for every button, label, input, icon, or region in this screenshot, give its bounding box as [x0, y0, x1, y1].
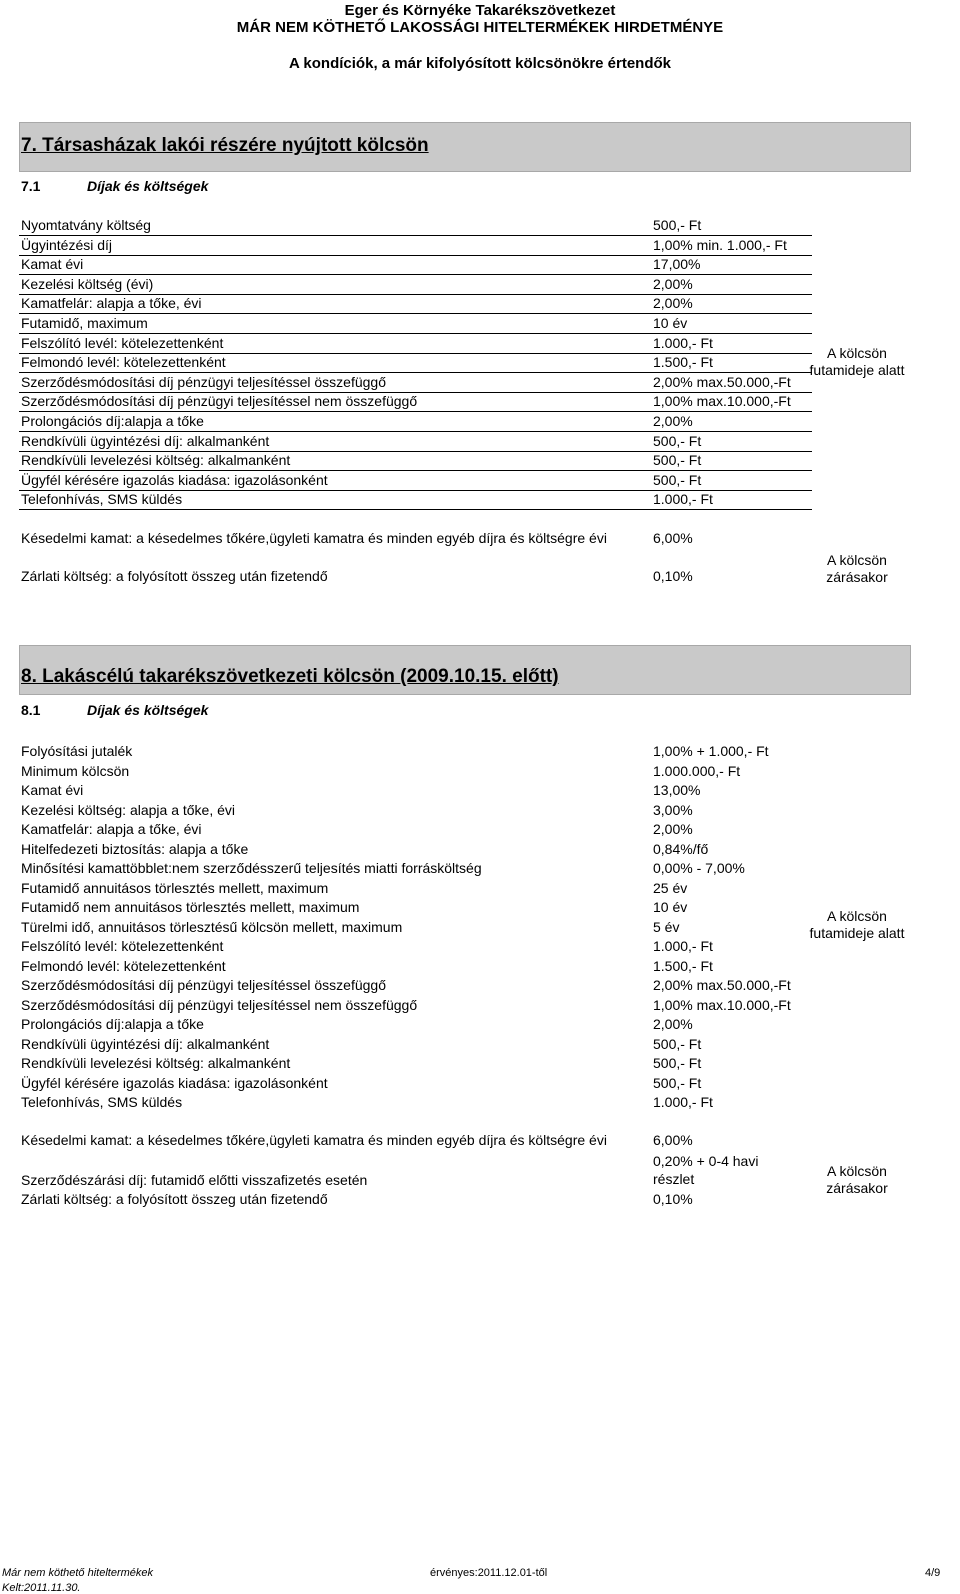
table-row — [19, 274, 812, 295]
row-label: Hitelfedezeti biztosítás: alapja a tőke — [21, 840, 249, 857]
row-value: 500,- Ft — [653, 1035, 702, 1052]
row-label: Telefonhívás, SMS küldés — [21, 1094, 183, 1110]
row-value: 2,00% — [653, 1016, 693, 1032]
section-7-late-interest-row — [19, 528, 812, 548]
document-title: MÁR NEM KÖTHETŐ LAKOSSÁGI HITELTERMÉKEK HIRDETMÉNYE — [236, 19, 724, 36]
section-7-note-term: A kölcsön futamideje alatt — [809, 345, 905, 378]
section-8-sub-title: Díjak és költségek — [87, 702, 209, 718]
table-row — [19, 333, 812, 354]
row-label: Szerződésmódosítási díj pénzügyi teljesítéssel összefüggő — [21, 977, 386, 993]
table-row — [19, 431, 812, 452]
table-row — [19, 450, 812, 471]
table-row — [19, 489, 812, 510]
row-label: Rendkívüli ügyintézési díj: alkalmanként — [21, 1035, 270, 1052]
row-value: 2,00% — [653, 275, 693, 292]
row-value-line-2: részlet — [653, 1171, 695, 1187]
row-label: Szerződésmódosítási díj pénzügyi teljesítéssel összefüggő — [21, 373, 386, 390]
table-row — [19, 372, 812, 393]
row-value: 6,00% — [653, 1132, 693, 1148]
row-value: 1.000,- Ft — [653, 491, 713, 508]
row-label: Kamat évi — [21, 782, 84, 798]
row-label: Prolongációs díj:alapja a tőke — [21, 1016, 204, 1032]
row-value: 1.000,- Ft — [653, 938, 713, 954]
row-value: 500,- Ft — [653, 432, 702, 449]
row-label: Szerződésmódosítási díj pénzügyi teljesítéssel nem összefüggő — [21, 393, 418, 410]
row-label: Rendkívüli levelezési költség: alkalmanként — [21, 1055, 291, 1071]
row-value: 500,- Ft — [653, 217, 702, 233]
document-subtitle: A kondíciók, a már kifolyósított kölcsönökre értendők — [288, 55, 672, 72]
row-value: 10 év — [653, 899, 688, 915]
footer-valid-from: érvényes:2011.12.01-től — [430, 1567, 548, 1579]
row-label: Kamat évi — [21, 256, 84, 273]
row-value: 500,- Ft — [653, 1074, 702, 1091]
section-7-subheading — [21, 178, 208, 194]
section-8-note-closing: A kölcsön zárásakor — [826, 1163, 888, 1196]
row-value: 0,00% - 7,00% — [653, 860, 745, 876]
section-8-prepayment-fee-row — [19, 1152, 812, 1190]
section-7-title: 7. Társasházak lakói részére nyújtott kölcsön — [21, 135, 429, 156]
row-label: Szerződészárási díj: futamidő előtti visszafizetés esetén — [21, 1172, 368, 1188]
row-label: Futamidő, maximum — [21, 315, 148, 331]
row-value — [653, 1152, 758, 1188]
row-label: Türelmi idő, annuitásos törlesztésű kölcsön mellett, maximum — [21, 918, 403, 935]
section-8-sub-number: 8.1 — [21, 702, 41, 718]
row-label: Ügyintézési díj — [21, 236, 113, 253]
row-value: 0,10% — [653, 568, 693, 584]
row-value: 1,00% max.10.000,-Ft — [653, 393, 791, 410]
row-value: 2,00% max.50.000,-Ft — [653, 977, 791, 993]
row-label: Szerződésmódosítási díj pénzügyi teljesítéssel nem összefüggő — [21, 996, 418, 1013]
section-7-sub-number: 7.1 — [21, 178, 41, 194]
row-value: 1.000.000,- Ft — [653, 762, 741, 779]
row-label: Rendkívüli ügyintézési díj: alkalmanként — [21, 432, 270, 449]
row-label: Prolongációs díj:alapja a tőke — [21, 413, 204, 429]
table-row — [19, 470, 812, 491]
table-row — [19, 391, 812, 412]
footer-page-number: 4/9 — [925, 1567, 941, 1579]
row-label: Felmondó levél: kötelezettenként — [21, 354, 226, 371]
row-label: Rendkívüli levelezési költség: alkalmanként — [21, 452, 291, 469]
row-value: 5 év — [653, 918, 680, 935]
row-value: 6,00% — [653, 530, 693, 546]
row-value: 1.500,- Ft — [653, 957, 713, 974]
row-label: Kamatfelár: alapja a tőke, évi — [21, 821, 202, 837]
section-8-title: 8. Lakáscélú takarékszövetkezeti kölcsön (2009.10.15. előtt) — [21, 666, 559, 687]
row-label: Futamidő nem annuitásos törlesztés mellett, maximum — [21, 899, 360, 915]
row-value-line-1: 0,20% + 0-4 havi — [653, 1153, 759, 1169]
row-label: Folyósítási jutalék — [21, 743, 133, 759]
row-value: 500,- Ft — [653, 471, 702, 488]
row-label: Minimum kölcsön — [21, 762, 130, 779]
table-row — [19, 215, 812, 236]
section-8-late-interest-row — [19, 1130, 812, 1150]
row-label: Késedelmi kamat: a késedelmes tőkére,ügyleti kamatra és minden egyéb díjra és költségre évi — [21, 530, 607, 546]
table-row — [19, 411, 812, 432]
row-value: 1.000,- Ft — [653, 334, 713, 351]
row-value: 1.500,- Ft — [653, 354, 713, 371]
row-label: Felszólító levél: kötelezettenként — [21, 938, 224, 954]
footer-issue-date: Kelt:2011.11.30. — [2, 1582, 81, 1594]
row-value: 500,- Ft — [653, 452, 702, 469]
section-7-closing-fee-row — [19, 566, 812, 586]
footer-document-name: Már nem köthető hiteltermékek — [2, 1567, 154, 1579]
row-label: Zárlati költség: a folyósított összeg után fizetendő — [21, 1191, 328, 1207]
row-value: 2,00% max.50.000,-Ft — [653, 373, 791, 390]
row-label: Kezelési költség: alapja a tőke, évi — [21, 801, 236, 818]
table-row — [19, 254, 812, 275]
row-value: 3,00% — [653, 801, 693, 818]
section-8-subheading — [21, 702, 208, 718]
row-label: Felszólító levél: kötelezettenként — [21, 334, 224, 351]
row-value: 1,00% + 1.000,- Ft — [653, 743, 769, 759]
row-label: Kamatfelár: alapja a tőke, évi — [21, 295, 202, 312]
row-value: 500,- Ft — [653, 1055, 702, 1071]
table-row — [19, 352, 812, 373]
row-label: Futamidő annuitásos törlesztés mellett, maximum — [21, 879, 329, 896]
section-7-sub-title: Díjak és költségek — [87, 178, 209, 194]
row-value: 17,00% — [653, 256, 701, 273]
row-value: 13,00% — [653, 782, 701, 798]
row-value: 2,00% — [653, 413, 693, 429]
row-value: 25 év — [653, 879, 688, 896]
bank-name: Eger és Környéke Takarékszövetkezet — [344, 2, 616, 19]
row-label: Ügyfél kérésére igazolás kiadása: igazolásonként — [21, 1074, 328, 1091]
section-7-note-closing: A kölcsön zárásakor — [826, 552, 888, 585]
row-value: 10 év — [653, 315, 688, 331]
table-row — [19, 293, 812, 314]
row-label: Minősítési kamattöbblet:nem szerződésszerű teljesítés miatti forrásköltség — [21, 860, 482, 876]
section-8-note-term: A kölcsön futamideje alatt — [809, 908, 905, 941]
row-label: Felmondó levél: kötelezettenként — [21, 957, 226, 974]
row-value: 1.000,- Ft — [653, 1094, 713, 1110]
row-value: 1,00% max.10.000,-Ft — [653, 996, 791, 1013]
row-label: Kezelési költség (évi) — [21, 275, 154, 292]
row-value: 1,00% min. 1.000,- Ft — [653, 236, 787, 253]
row-label: Nyomtatvány költség — [21, 217, 151, 233]
section-8-closing-fee-row — [19, 1189, 812, 1209]
table-row — [19, 313, 812, 334]
row-value: 2,00% — [653, 821, 693, 837]
row-value: 2,00% — [653, 295, 693, 312]
row-value: 0,84%/fő — [653, 840, 709, 857]
row-value: 0,10% — [653, 1191, 693, 1207]
table-row — [19, 235, 812, 256]
row-label: Telefonhívás, SMS küldés — [21, 491, 183, 508]
row-label: Ügyfél kérésére igazolás kiadása: igazolásonként — [21, 471, 328, 488]
row-label: Zárlati költség: a folyósított összeg után fizetendő — [21, 568, 328, 584]
row-label: Késedelmi kamat: a késedelmes tőkére,ügyleti kamatra és minden egyéb díjra és költségre évi — [21, 1132, 607, 1148]
